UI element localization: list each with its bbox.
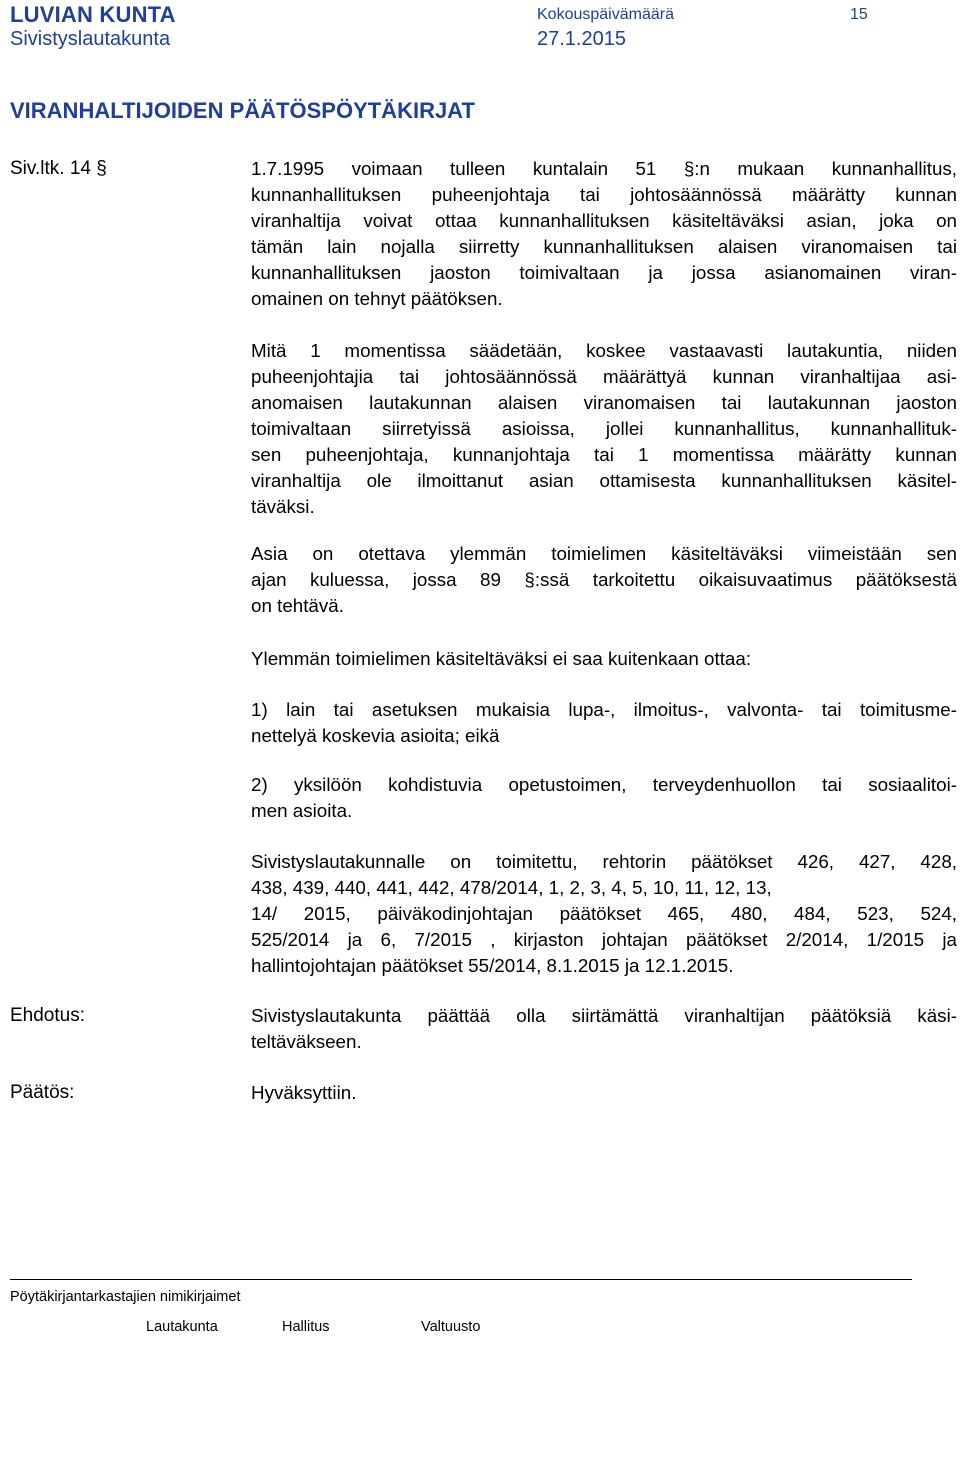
meeting-date: 27.1.2015: [537, 28, 626, 50]
organization-name: LUVIAN KUNTA: [10, 2, 176, 27]
section-title: VIRANHALTIJOIDEN PÄÄTÖSPÖYTÄKIRJAT: [10, 98, 475, 123]
text-line: 438, 439, 440, 441, 442, 478/2014, 1, 2, 3, 4, 5, 10, 11, 12, 13,: [251, 877, 772, 898]
paragraph-6: [251, 772, 957, 824]
text-line: sen puheenjohtaja, kunnanjohtaja tai 1 momentissa määrätty kunnan: [251, 444, 957, 465]
page-number: 15: [850, 6, 868, 23]
text-line: men asioita.: [251, 800, 353, 821]
text-line: viranhaltija voivat ottaa kunnanhallituksen käsiteltäväksi asian, joka on: [251, 210, 957, 231]
meeting-date-label: Kokouspäivämäärä: [537, 6, 674, 23]
text-line: ajan kuluessa, jossa 89 §:ssä tarkoitettu oikaisuvaatimus päätöksestä: [251, 569, 957, 590]
paragraph-7: [251, 849, 957, 979]
footer-label: Pöytäkirjantarkastajien nimikirjaimet: [10, 1289, 241, 1305]
text-line: toimivaltaan siirretyissä asioissa, jollei kunnanhallitus, kunnanhallituk-: [251, 418, 957, 439]
text-line: tämän lain nojalla siirretty kunnanhallituksen alaisen viranomaisen tai: [251, 236, 957, 257]
text-line: on tehtävä.: [251, 595, 344, 616]
text-line: 525/2014 ja 6, 7/2015 , kirjaston johtajan päätökset 2/2014, 1/2015 ja: [251, 929, 957, 950]
text-line: teltäväkseen.: [251, 1031, 362, 1052]
text-line: Asia on otettava ylemmän toimielimen käsiteltäväksi viimeistään sen: [251, 543, 957, 564]
footer-divider: [10, 1279, 912, 1280]
paragraph-3: [251, 541, 957, 619]
text-line: Ylemmän toimielimen käsiteltäväksi ei saa kuitenkaan ottaa:: [251, 648, 752, 669]
text-line: omainen on tehnyt päätöksen.: [251, 288, 503, 309]
paragraph-1: [251, 156, 957, 312]
text-line: viranhaltija ole ilmoittanut asian ottamisesta kunnanhallituksen käsitel-: [251, 470, 957, 491]
text-line: kunnanhallituksen puheenjohtaja tai johtosäännössä määrätty kunnan: [251, 184, 957, 205]
text-line: nettelyä koskevia asioita; eikä: [251, 725, 500, 746]
decision-text: [251, 1080, 957, 1106]
text-line: kunnanhallituksen jaoston toimivaltaan ja jossa asianomainen viran-: [251, 262, 957, 283]
board-name: Sivistyslautakunta: [10, 28, 171, 50]
paragraph-2: [251, 338, 957, 520]
text-line: Mitä 1 momentissa säädetään, koskee vastaavasti lautakuntia, niiden: [251, 340, 957, 361]
text-line: puheenjohtajia tai johtosäännössä määrättyä kunnan viranhaltijaa asi-: [251, 366, 957, 387]
paragraph-4: [251, 646, 957, 672]
text-line: 2) yksilöön kohdistuvia opetustoimen, terveydenhuollon tai sosiaalitoi-: [251, 774, 957, 795]
text-line: 1) lain tai asetuksen mukaisia lupa-, ilmoitus-, valvonta- tai toimitusme-: [251, 699, 957, 720]
text-line: täväksi.: [251, 496, 315, 517]
text-line: 14/ 2015, päiväkodinjohtajan päätökset 465, 480, 484, 523, 524,: [251, 903, 957, 924]
item-reference: Siv.ltk. 14 §: [10, 158, 107, 179]
signatory-lautakunta: Lautakunta: [146, 1319, 218, 1335]
signatory-hallitus: Hallitus: [282, 1319, 330, 1335]
text-line: hallintojohtajan päätökset 55/2014, 8.1.2015 ja 12.1.2015.: [251, 955, 734, 976]
text-line: Hyväksyttiin.: [251, 1082, 357, 1103]
paragraph-5: [251, 697, 957, 749]
signatory-valtuusto: Valtuusto: [421, 1319, 481, 1335]
text-line: anomaisen lautakunnan alaisen viranomaisen tai lautakunnan jaoston: [251, 392, 957, 413]
proposal-text: [251, 1003, 957, 1055]
text-line: Sivistyslautakunta päättää olla siirtämättä viranhaltijan päätöksiä käsi-: [251, 1005, 957, 1026]
text-line: Sivistyslautakunnalle on toimitettu, rehtorin päätökset 426, 427, 428,: [251, 851, 957, 872]
text-line: 1.7.1995 voimaan tulleen kuntalain 51 §:n mukaan kunnanhallitus,: [251, 158, 957, 179]
decision-label: Päätös:: [10, 1082, 75, 1103]
proposal-label: Ehdotus:: [10, 1005, 85, 1026]
